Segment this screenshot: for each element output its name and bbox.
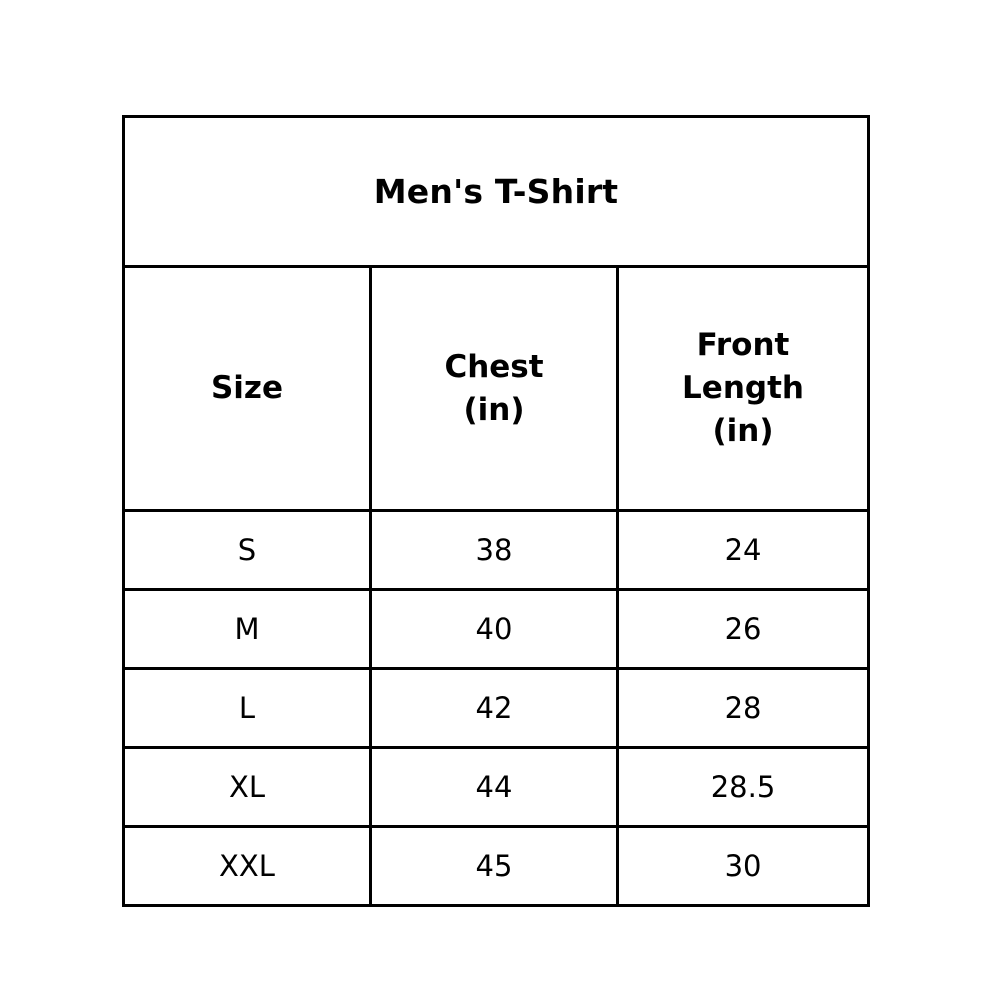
column-header-chest-line1: Chest <box>444 348 544 385</box>
table-row <box>124 827 869 906</box>
table-row <box>124 748 869 827</box>
cell-size: L <box>124 669 371 748</box>
cell-chest: 38 <box>371 511 618 590</box>
cell-chest: 42 <box>371 669 618 748</box>
cell-chest: 45 <box>371 827 618 906</box>
column-header-size: Size <box>124 267 371 511</box>
column-header-chest-line2: (in) <box>463 391 525 428</box>
cell-size: S <box>124 511 371 590</box>
table-row <box>124 590 869 669</box>
cell-size: XL <box>124 748 371 827</box>
cell-front-length: 26 <box>618 590 869 669</box>
cell-chest: 40 <box>371 590 618 669</box>
table-title-row <box>124 117 869 267</box>
cell-front-length: 30 <box>618 827 869 906</box>
cell-front-length: 28 <box>618 669 869 748</box>
cell-front-length: 24 <box>618 511 869 590</box>
size-chart-container <box>122 115 867 907</box>
table-header-row <box>124 267 869 511</box>
column-header-front-length-line3: (in) <box>712 412 774 449</box>
table-row <box>124 669 869 748</box>
size-chart-table <box>122 115 870 907</box>
column-header-front-length <box>618 267 869 511</box>
column-header-chest <box>371 267 618 511</box>
cell-size: XXL <box>124 827 371 906</box>
cell-size: M <box>124 590 371 669</box>
column-header-front-length-line2: Length <box>682 370 804 407</box>
page-title: Men's T-Shirt <box>124 117 869 267</box>
column-header-front-length-line1: Front <box>696 327 790 364</box>
cell-chest: 44 <box>371 748 618 827</box>
table-row <box>124 511 869 590</box>
cell-front-length: 28.5 <box>618 748 869 827</box>
